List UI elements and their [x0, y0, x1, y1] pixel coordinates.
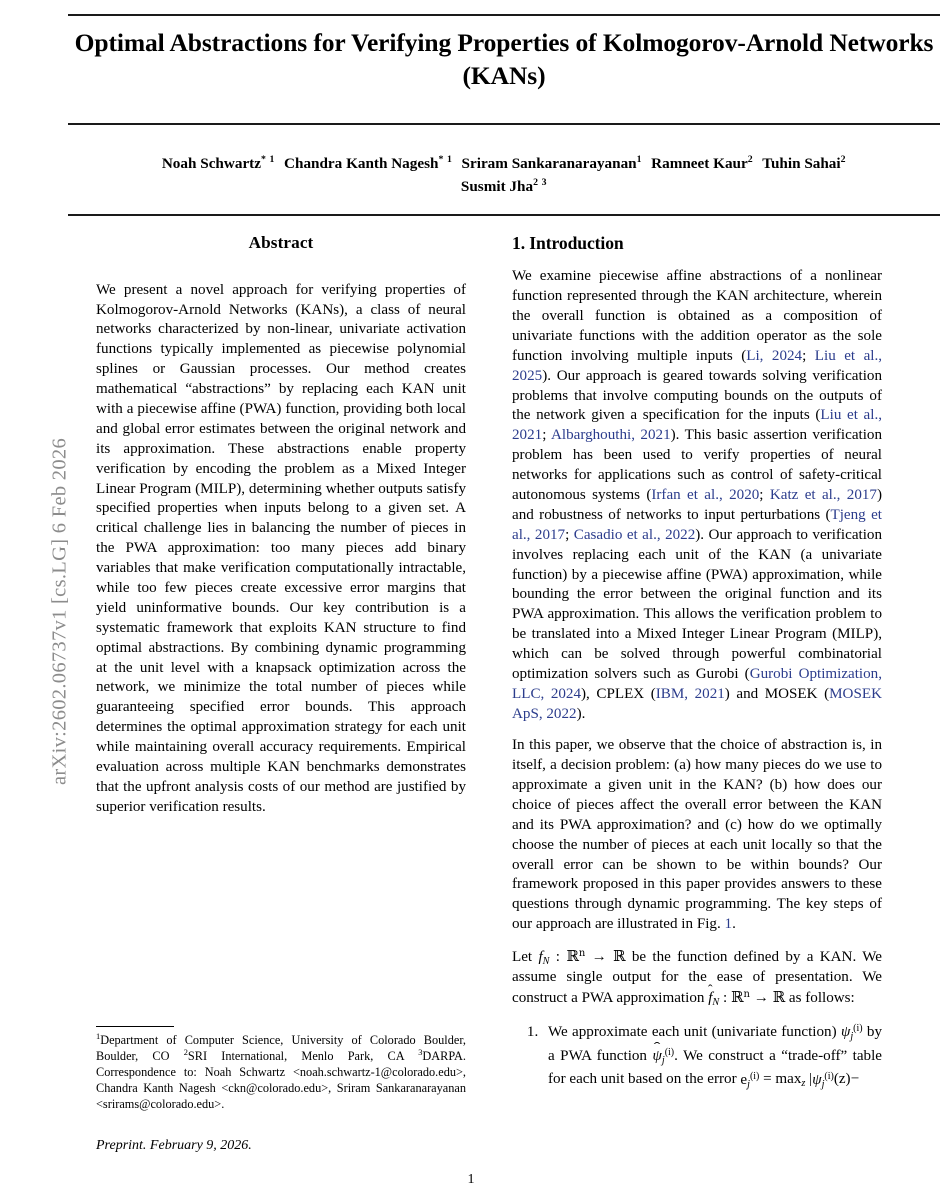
text-run: ). Our approach to verification involves replacing each unit of the KAN (a univariate function) by a piecewise affine (PWA) approximation, while bounding the error between the original function and its PWA approximation. This allows the verification problem to be translated into a Mixed Integer Linear Program (MILP), which can be solved through powerful combinatorial optimization solvers such as Gurobi ( — [512, 526, 883, 682]
text-run: ; — [759, 486, 770, 503]
text-run: ) and robustness of networks to input perturbations ( — [512, 486, 882, 523]
footnote-mark: 3 — [418, 1048, 423, 1058]
author-marks: * 1 — [260, 153, 276, 165]
author-name: Susmit Jha — [460, 178, 534, 196]
author-entry — [284, 155, 453, 172]
introduction-heading: 1. Introduction — [512, 233, 624, 253]
title-block — [68, 26, 940, 92]
author-entry — [461, 178, 547, 195]
text-run: = max — [759, 1071, 802, 1088]
text-run: as follows: — [785, 990, 855, 1007]
text-run: ). — [576, 705, 586, 722]
author-name: Sriram Sankaranarayanan — [461, 155, 637, 172]
author-marks: 1 — [636, 153, 643, 165]
text-run: We approximate each unit (univariate function) — [548, 1024, 841, 1041]
preprint-notice: Preprint. February 9, 2026. — [96, 1138, 252, 1153]
math-reals: ℝ — [613, 946, 626, 965]
intro-paragraph-2 — [512, 736, 882, 935]
author-name: Tuhin Sahai — [762, 155, 841, 172]
author-name: Noah Schwartz — [161, 155, 261, 172]
abstract-body: We present a novel approach for verifying properties of Kolmogorov-Arnold Networks (KANs), a class of neural networks characterized by non-linear, univariate activation functions typically implemented as piecewise polynomial splines or Gaussian processes. Our method creates mathematical “abstractions” by replacing each KAN unit with a piecewise affine (PWA) function, providing both local and global error estimates between the original network and its approximation. These abstractions enable property verification by encoding the problem as a Mixed Integer Linear Program (MILP), determining whether outputs satisfy specified properties when inputs belong to a given set. A critical challenge lies in balancing the number of pieces in the PWA approximation: too many pieces add binary variables that make verification computationally intractable, while too few pieces create excessive error margins that yield uninformative bounds. Our key contribution is a systematic framework that exploits KAN structure to find optimal abstractions. By combining dynamic programming at the unit level with a knapsack optimization across the network, we minimize the total number of pieces while guaranteeing specified error bounds. This approach determines the optimal approximation strategy for each unit while maintaining overall accuracy requirements. Empirical evaluation across multiple KAN benchmarks demonstrates that the upfront analysis costs of our method are justified by superior verification results. — [96, 281, 466, 815]
citation-link[interactable]: Irfan et al., 2020 — [651, 486, 760, 503]
author-marks: 2 3 — [533, 177, 548, 189]
citation-link[interactable]: Katz et al., 2017 — [769, 486, 877, 503]
citation-link[interactable]: Casadio et al., 2022 — [573, 526, 696, 543]
author-list — [68, 152, 940, 198]
authors-divider-rule — [68, 214, 940, 216]
author-name: Ramneet Kaur — [651, 155, 748, 172]
text-run: Let — [512, 948, 539, 965]
citation-link[interactable]: IBM, 2021 — [655, 685, 725, 702]
page-number: 1 — [467, 1172, 475, 1187]
footnote-affiliations — [96, 1032, 466, 1112]
list-item: 1. We approximate each unit (univariate function) $\psi_j^{(i)}$ by a PWA function $\psi_j^{(i)}$. We construct a “trade-off” table for each unit based on the error $e_j^{(i)} = \max_z |\psi_j^{(i)}(z)-$ — [542, 1021, 882, 1092]
text-run: SRI International, Menlo Park, CA — [187, 1049, 419, 1064]
title-divider-rule — [68, 123, 940, 125]
author-marks: * 1 — [438, 153, 453, 165]
citation-link[interactable]: Liu et al., 2025 — [512, 347, 883, 384]
text-run: ; — [542, 427, 551, 444]
text-run: ; — [802, 347, 815, 364]
footnote-divider-rule — [96, 1026, 174, 1027]
text-run: . — [732, 916, 736, 933]
author-marks: 2 — [747, 153, 754, 165]
text-run: ). Our approach is geared towards solving verification problems that involve computing bounds on the outputs of the network given a specification for the inputs ( — [512, 367, 882, 424]
introduction-column — [512, 232, 882, 1098]
author-name: Chandra Kanth Nagesh — [284, 155, 439, 172]
citation-link[interactable]: Liu et al., 2021 — [512, 407, 882, 444]
page-title: Optimal Abstractions for Verifying Properties of Kolmogorov-Arnold Networks (KANs) — [74, 28, 934, 91]
text-run: ; — [565, 526, 574, 543]
author-entry — [162, 155, 275, 172]
text-run: (z)− — [833, 1071, 860, 1088]
text-run: | — [805, 1071, 813, 1088]
math-error-term: $e_j^{(i)}$ — [740, 1070, 760, 1090]
footnote-mark: 1 — [96, 1032, 101, 1041]
text-run: by a PWA function — [548, 1024, 882, 1064]
approach-steps-list — [512, 1021, 882, 1092]
citation-link[interactable]: Tjeng et al., 2017 — [512, 506, 882, 543]
intro-paragraph-1 — [512, 267, 882, 724]
math-fn: $f_N$ — [538, 948, 550, 967]
citation-link[interactable]: Li, 2024 — [746, 347, 803, 364]
math-fn-hat: f — [708, 990, 713, 1007]
abstract-heading: Abstract — [248, 233, 314, 252]
math-reals: ℝ$^n$ — [566, 946, 586, 965]
math-psi-hat: ψ — [652, 1047, 662, 1064]
text-run: ) and MOSEK ( — [724, 685, 830, 702]
author-entry — [651, 155, 753, 172]
text-run: Department of Computer Science, University of Colorado Boulder, Boulder, CO — [96, 1033, 466, 1064]
text-run: . We construct a “trade-off” table for each unit based on the error — [548, 1047, 882, 1088]
footnote-mark: 2 — [183, 1048, 188, 1058]
text-run: In this paper, we observe that the choice of abstraction is, in itself, a decision problem: (a) how many pieces do we use to approximate a given unit in the KAN? (b) how does our choice of pieces affect the overall error between the KAN and its PWA approximation? and (c) how do we optimally choose the number of pieces at each unit locally so that the overall error can be shown to be within bounds? Our framework proposed in this paper provides answers to these questions through dynamic programming. The key steps of our approach are illustrated in Fig. — [512, 737, 882, 933]
citation-link[interactable]: MOSEK ApS, 2022 — [512, 685, 882, 722]
author-entry — [762, 155, 846, 172]
author-entry — [462, 155, 643, 172]
text-run: be the function defined by a KAN. We assume single output for the ease of presentation. We construct a PWA approximation — [512, 948, 883, 1007]
figure-reference-link[interactable]: 1 — [724, 916, 733, 933]
citation-link[interactable]: Albarghouthi, 2021 — [551, 427, 671, 444]
citation-link[interactable]: Gurobi Optimization, LLC, 2024 — [512, 666, 882, 702]
math-reals: ℝ$^n$ — [730, 988, 750, 1007]
text-run: DARPA. Correspondence to: Noah Schwartz <noah.schwartz-1@colorado.edu>, Chandra Kanth Nagesh <ckn@colorado.edu>, Sriram Sankaranarayanan <srirams@colorado.edu>. — [96, 1049, 467, 1112]
abstract-column — [96, 232, 466, 818]
intro-paragraph-3: Let $f_N$ : ℝ$^n$ → ℝ be the function defined by a KAN. We assume single output for the ease of presentation. We construct a PWA approximation $f_N$ : ℝ$^n$ → ℝ as follows: — [512, 946, 883, 1009]
arxiv-stamp: arXiv:2602.06737v1 [cs.LG] 6 Feb 2026 — [48, 437, 71, 786]
text-run: ), CPLEX ( — [581, 685, 656, 702]
math-psi: $\psi_j^{(i)}$ — [840, 1023, 863, 1043]
math-psi: $\psi_j^{(i)}$ — [812, 1070, 834, 1090]
text-run: We examine piecewise affine abstractions of a nonlinear function represented through the KAN architecture, wherein the overall function is obtained as a composition of univariate functions with the addition operator as the sole function involving multiple inputs ( — [512, 268, 882, 364]
top-rule — [68, 14, 940, 16]
math-reals: ℝ — [772, 988, 786, 1007]
text-run: ). This basic assertion verification problem has been used to verify properties of neural networks for applications such as control of safety-critical autonomous systems ( — [512, 427, 882, 503]
author-marks: 2 — [840, 153, 847, 165]
